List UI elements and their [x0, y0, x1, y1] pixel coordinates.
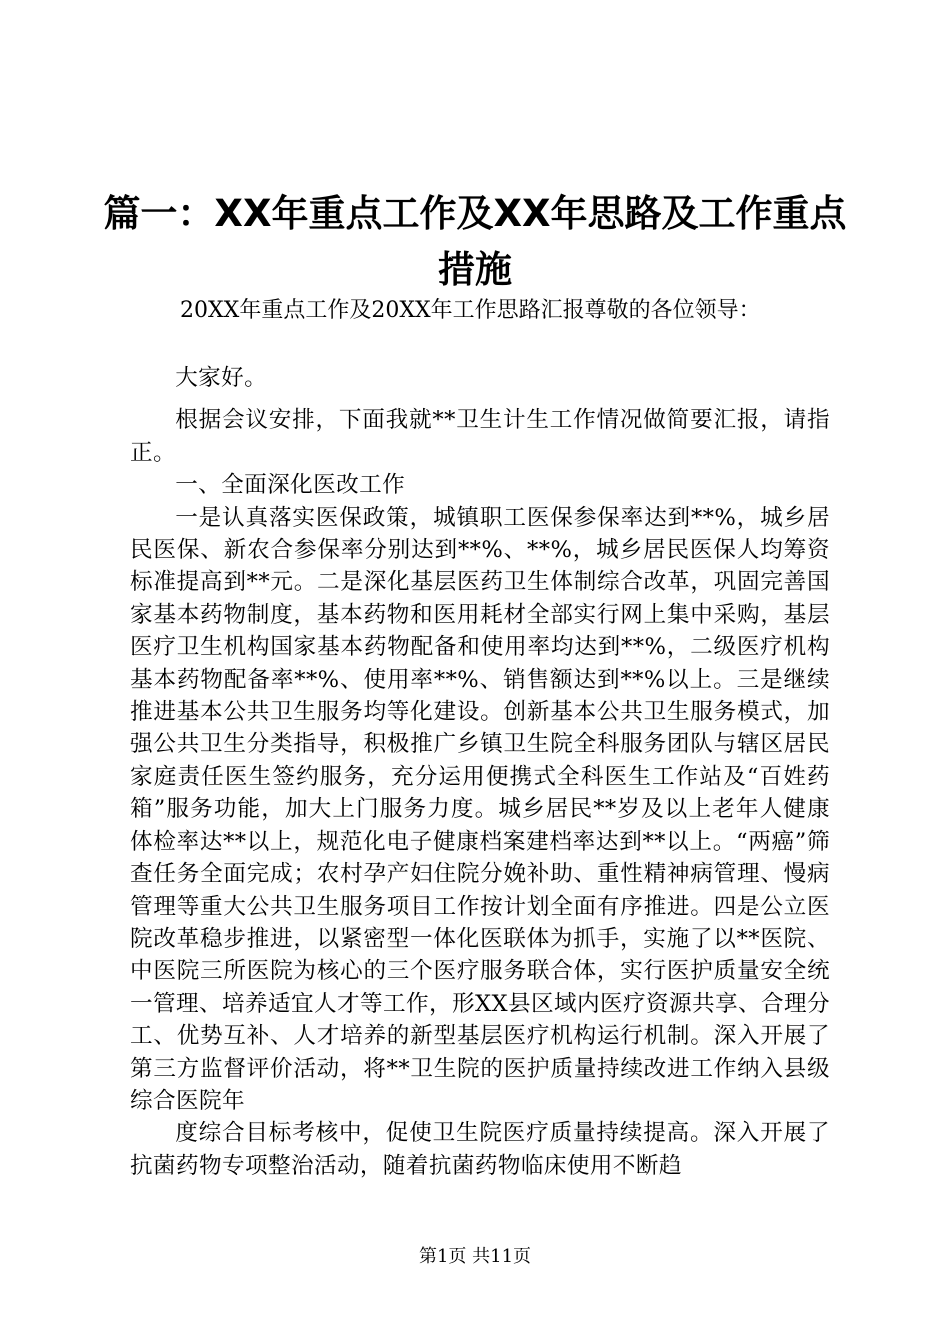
paragraph-greeting: 大家好。	[175, 365, 268, 391]
document-title: 篇一：XX年重点工作及XX年思路及工作重点措施	[103, 192, 847, 291]
page-footer: 第1页 共11页	[418, 1246, 532, 1267]
document-subtitle: 20XX年重点工作及20XX年工作思路汇报尊敬的各位领导：	[180, 298, 761, 323]
section-heading: 一、全面深化医改工作	[175, 472, 406, 499]
paragraph-intro: 根据会议安排，下面我就**卫生计生工作情况做简要汇报，请指正。	[130, 407, 830, 466]
document-body	[130, 362, 830, 1182]
paragraph-continued: 度综合目标考核中，促使卫生院医疗质量持续提高。深入开展了抗菌药物专项整治活动，随着抗菌药物临床使用不断趋	[130, 1120, 830, 1179]
paragraph-main: 一是认真落实医保政策，城镇职工医保参保率达到**%，城乡居民医保、新农合参保率分别达到**%、**%，城乡居民医保人均筹资标准提高到**元。二是深化基层医药卫生体制综合改革，巩固完善国家基本药物制度，基本药物和医用耗材全部实行网上集中采购，基层医疗卫生机构国家基本药物配备和使用率均达到**%，二级医疗机构基本药物配备率**%、使用率**%、销售额达到**%以上。三是继续推进基本公共卫生服务均等化建设。创新基本公共卫生服务模式，加强公共卫生分类指导，积极推广乡镇卫生院全科服务团队与辖区居民家庭责任医生签约服务，充分运用便携式全科医生工作站及“百姓药箱”服务功能，加大上门服务力度。城乡居民**岁及以上老年人健康体检率达**以上，规范化电子健康档案建档率达到**以上。“两癌”筛查任务全面完成；农村孕产妇住院分娩补助、重性精神病管理、慢病管理等重大公共卫生服务项目工作按计划全面有序推进。四是公立医院改革稳步推进，以紧密型一体化医联体为抓手，实施了以**医院、中医院三所医院为核心的三个医疗服务联合体，实行医护质量安全统一管理、培养适宜人才等工作，形XX县区域内医疗资源共享、合理分工、优势互补、人才培养的新型基层医疗机构运行机制。深入开展了第三方监督评价活动，将**卫生院的医护质量持续改进工作纳入县级综合医院年	[130, 504, 830, 1114]
